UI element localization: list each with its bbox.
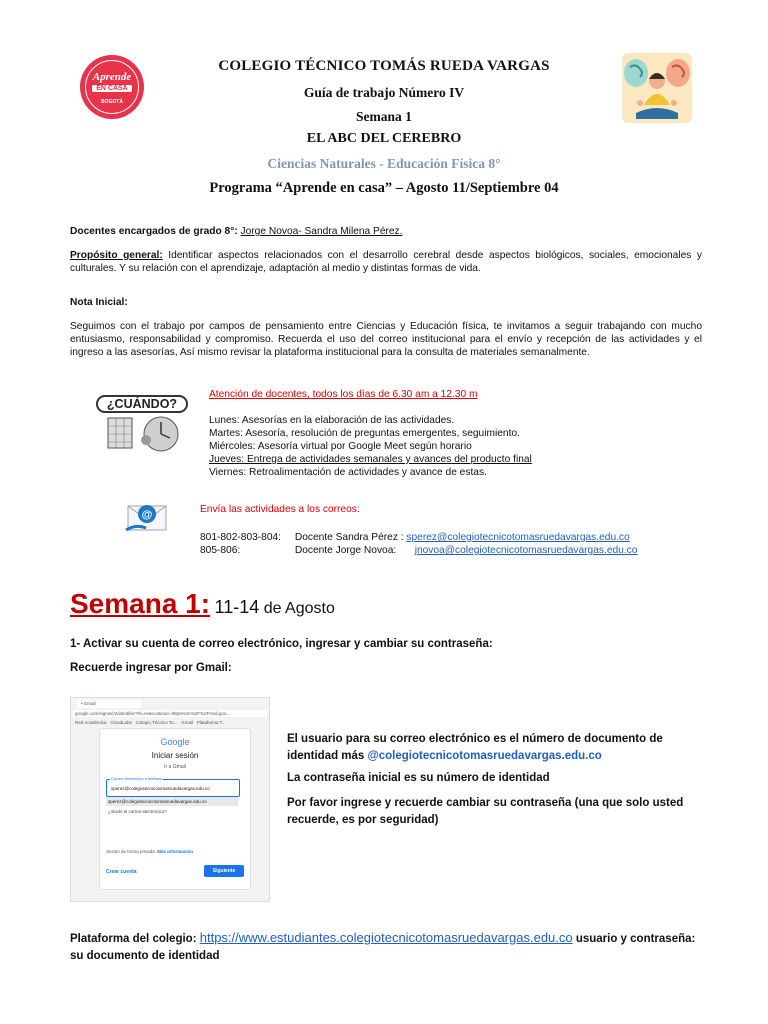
email-input-label: Correo electrónico o teléfono <box>111 776 163 781</box>
email-link-jnovoa[interactable]: jnovoa@colegiotecnicotomasruedavargas.edu.co <box>414 545 638 556</box>
user-info: El usuario para su correo electrónico es el número de documento de identidad más @colegiotecnicotomasruedavargas.edu.co <box>287 733 663 762</box>
week-heading-month: de Agosto <box>263 600 335 617</box>
schedule-list <box>209 414 589 479</box>
note-label: Nota Inicial: <box>70 297 128 308</box>
logo-text-1: Aprende <box>92 71 132 83</box>
step-1: 1- Activar su cuenta de correo electrónico, ingresar y cambiar su contraseña: <box>70 638 493 650</box>
cuando-label: ¿CUÁNDO? <box>96 395 188 413</box>
subjects: Ciencias Naturales - Educación Física 8° <box>267 156 501 171</box>
signin-sub: Ir a Gmail <box>164 764 186 770</box>
schedule-row-viernes: Viernes: Retroalimentación de actividades y avance de estas. <box>209 467 487 478</box>
logo-text-3: BOGOTÁ <box>101 99 123 105</box>
email-row-sandra <box>200 531 700 544</box>
next-button[interactable]: Siguiente <box>204 865 244 877</box>
email-teacher: Docente Sandra Pérez : <box>294 532 404 543</box>
platform-line: Plataforma del colegio: https://www.estudiantes.colegiotecnicotomasruedavargas.edu.co usuario y contraseña: su documento de identidad <box>70 930 696 962</box>
bookmarks-bar: Red Académica CloudLabs Colegio Técnico To... Gmail Plataforma T... <box>75 720 226 725</box>
program-title: Programa “Aprende en casa” – Agosto 11/Septiembre 04 <box>209 180 559 196</box>
emails-title: Envía las actividades a los correos: <box>200 504 360 515</box>
address-bar: google.com/signin/v2/identifier?hl=es&continue=https%3A%2F%2Fmail.goo... <box>73 710 267 717</box>
svg-text:@: @ <box>141 509 153 521</box>
email-input-value: sperez@colegiotecnicotomasruedavargas.edu.co <box>111 786 210 791</box>
email-teacher: Docente Jorge Novoa: <box>294 545 397 556</box>
purpose-label: Propósito general: <box>70 250 163 261</box>
email-groups: 805-806: <box>200 545 241 556</box>
schedule-row-jueves: Jueves: Entrega de actividades semanales y avances del producto final <box>209 454 532 465</box>
week-label: Semana 1 <box>356 109 412 124</box>
email-link-sperez[interactable]: sperez@colegiotecnicotomasruedavargas.edu.co <box>406 532 630 543</box>
teachers-label: Docentes encargados de grado 8°: <box>70 226 238 237</box>
schedule-row-lunes: Lunes: Asesorías en la elaboración de las actividades. <box>209 415 455 426</box>
schedule-title: Atención de docentes, todos los días de 6.30 am a 12.30 m <box>209 389 478 400</box>
logo-text-2: EN CASA <box>92 85 132 92</box>
user-domain: @colegiotecnicotomasruedavargas.edu.co <box>367 750 602 762</box>
browser-tab: ▪ Gmail <box>77 700 141 708</box>
gmail-hint: Recuerde ingresar por Gmail: <box>70 662 232 674</box>
schedule-row-miercoles: Miércoles: Asesoría virtual por Google Meet según horario <box>209 441 472 452</box>
google-logo: Google <box>160 737 190 747</box>
schedule-row-martes: Martes: Asesoría, resolución de preguntas emergentes, seguimiento. <box>209 428 520 439</box>
email-icon <box>124 500 170 536</box>
week-heading-dates: 11-14 <box>214 597 260 617</box>
guide-topic: EL ABC DEL CEREBRO <box>306 131 462 146</box>
note-text: Seguimos con el trabajo por campos de pensamiento entre Ciencias y Educación física, te invitamos a seguir trabajando con mucho entusiasmo, responsabilidad y compromiso. Recuerda el uso del correo institucional para el envío y recepción de las actividades y el ingreso a las asesorías, Así mismo revisar la plataforma institucional para la consulta de materiales semanalmente. <box>70 321 702 358</box>
cuando-illustration <box>96 390 188 456</box>
signin-heading: Iniciar sesión <box>151 751 199 760</box>
purpose-paragraph <box>70 249 702 275</box>
private-note: Sesión de forma privada. Más información <box>106 849 194 854</box>
autocomplete-suggestion[interactable]: sperez@colegiotecnicotomasruedavargas.edu.co <box>106 797 238 806</box>
email-groups: 801-802-803-804: <box>200 532 281 543</box>
gmail-tab-icon: ▪ <box>81 701 83 706</box>
change-password-info: Por favor ingrese y recuerde cambiar su contraseña (una que solo usted recuerde, es por seguridad) <box>287 797 684 826</box>
guide-number: Guía de trabajo Número IV <box>303 85 465 100</box>
signin-card <box>99 728 251 890</box>
platform-link[interactable]: https://www.estudiantes.colegiotecnicotomasruedavargas.edu.co <box>199 930 573 945</box>
email-input[interactable] <box>106 776 240 797</box>
gmail-login-screenshot <box>70 697 270 902</box>
purpose-text: Identificar aspectos relacionados con el desarrollo cerebral desde aspectos biológicos, sociales, emocionales y culturales. Y su relación con el aprendizaje, adaptación al medio y distintas formas de vida. <box>70 250 702 274</box>
create-account-link[interactable]: Crear cuenta <box>106 869 137 875</box>
forgot-email-link[interactable]: ¿olvidó el correo electrónico? <box>108 809 167 814</box>
teachers-value: Jorge Novoa- Sandra Milena Pérez. <box>240 226 403 237</box>
week-heading <box>70 588 335 620</box>
school-name: COLEGIO TÉCNICO TOMÁS RUEDA VARGAS <box>218 58 550 74</box>
week-heading-title: Semana 1: <box>70 588 211 619</box>
more-info-link[interactable]: Más información <box>157 849 194 854</box>
teachers-line <box>70 225 710 238</box>
password-info: La contraseña inicial es su número de identidad <box>287 772 550 784</box>
email-row-jorge <box>200 544 700 557</box>
